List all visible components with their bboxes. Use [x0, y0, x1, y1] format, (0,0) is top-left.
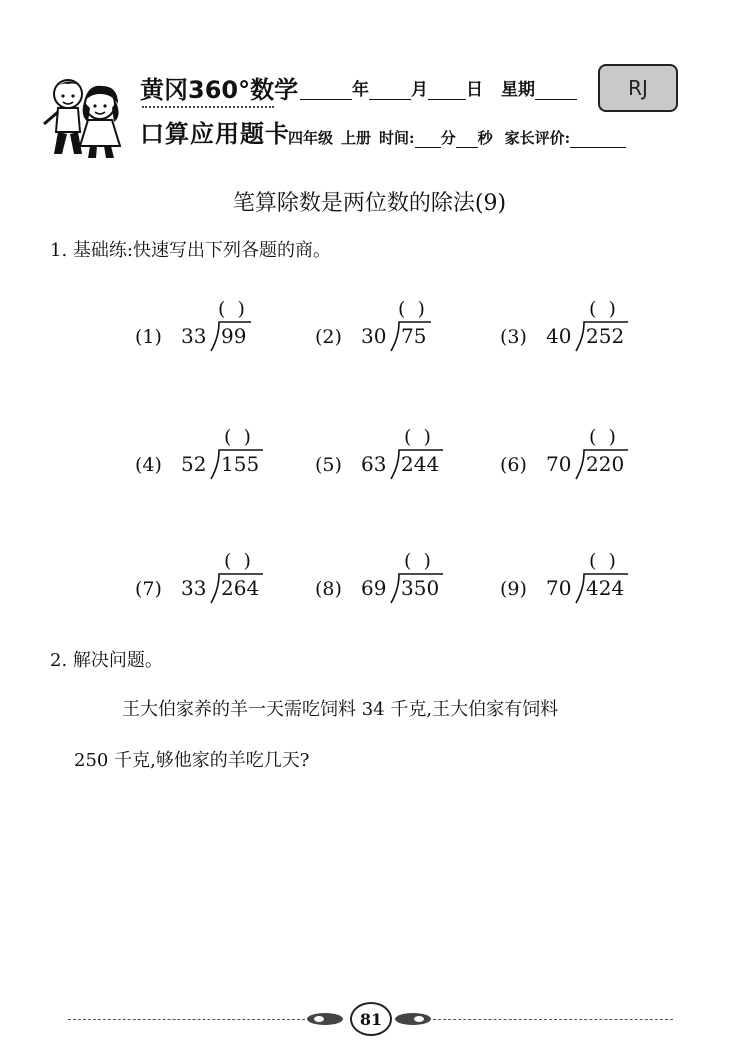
problem-label: (8)	[315, 578, 342, 600]
year-blank[interactable]	[300, 81, 352, 100]
second-label: 秒	[477, 129, 493, 147]
second-blank[interactable]	[456, 129, 478, 148]
term-label: 上册	[341, 129, 372, 147]
divisor: 63	[361, 452, 387, 476]
dividend: 264	[221, 576, 260, 600]
quotient-blank[interactable]: ( )	[404, 550, 431, 572]
minute-blank[interactable]	[415, 129, 441, 148]
brand-title: 黄冈360°数学	[140, 76, 299, 104]
day-blank[interactable]	[428, 81, 466, 100]
problem-label: (2)	[315, 326, 342, 348]
section2-heading: 2. 解决问题。	[50, 650, 163, 671]
quotient-blank[interactable]: ( )	[404, 426, 431, 448]
meta-row	[288, 127, 626, 148]
quotient-blank[interactable]: ( )	[398, 298, 425, 320]
quotient-blank[interactable]: ( )	[224, 426, 251, 448]
divisor: 33	[181, 324, 207, 348]
divisor: 69	[361, 576, 387, 600]
division-problem	[315, 426, 490, 496]
divisor: 52	[181, 452, 207, 476]
brand-divider	[142, 106, 274, 108]
month-blank[interactable]	[369, 81, 411, 100]
division-problem	[315, 298, 490, 368]
month-label: 月	[411, 80, 428, 100]
day-label: 日	[466, 80, 483, 100]
date-row	[300, 75, 577, 100]
quotient-blank[interactable]: ( )	[589, 298, 616, 320]
cartoon-kids-illustration	[40, 72, 130, 162]
problem-label: (7)	[135, 578, 162, 600]
divisor: 30	[361, 324, 387, 348]
year-label: 年	[352, 80, 369, 100]
weekday-label: 星期	[501, 80, 535, 100]
dividend: 424	[586, 576, 625, 600]
divisor: 40	[546, 324, 572, 348]
problem-label: (3)	[500, 326, 527, 348]
word-problem-line1: 王大伯家养的羊一天需吃饲料 34 千克,王大伯家有饲料	[122, 699, 559, 720]
quotient-blank[interactable]: ( )	[589, 426, 616, 448]
parent-eval-label: 家长评价:	[504, 129, 571, 147]
dividend: 220	[586, 452, 625, 476]
quotient-blank[interactable]: ( )	[218, 298, 245, 320]
parent-eval-blank[interactable]	[570, 129, 626, 148]
division-problem	[500, 298, 675, 368]
quotient-blank[interactable]: ( )	[589, 550, 616, 572]
division-problem	[500, 550, 675, 620]
page-number-badge	[305, 1000, 433, 1036]
divisor: 70	[546, 452, 572, 476]
dividend: 252	[586, 324, 625, 348]
division-problem	[135, 550, 310, 620]
problem-label: (6)	[500, 454, 527, 476]
minute-label: 分	[440, 129, 456, 147]
page-number: 81	[350, 1002, 392, 1036]
problem-label: (5)	[315, 454, 342, 476]
quotient-blank[interactable]: ( )	[224, 550, 251, 572]
grade-label: 四年级	[288, 129, 334, 147]
division-problem	[135, 426, 310, 496]
division-problem	[315, 550, 490, 620]
dividend: 99	[221, 324, 247, 348]
dividend: 244	[401, 452, 440, 476]
dividend: 350	[401, 576, 440, 600]
problem-label: (4)	[135, 454, 162, 476]
footer-divider-left	[68, 1019, 305, 1020]
dividend: 155	[221, 452, 260, 476]
brand-subtitle: 口算应用题卡	[140, 120, 290, 148]
time-label: 时间:	[379, 129, 415, 147]
page-title: 笔算除数是两位数的除法(9)	[232, 191, 507, 216]
dividend: 75	[401, 324, 427, 348]
section1-heading: 1. 基础练:快速写出下列各题的商。	[50, 240, 331, 261]
division-problem	[500, 426, 675, 496]
problem-label: (9)	[500, 578, 527, 600]
divisor: 33	[181, 576, 207, 600]
word-problem-line2: 250 千克,够他家的羊吃几天?	[74, 750, 310, 771]
divisor: 70	[546, 576, 572, 600]
weekday-blank[interactable]	[535, 81, 577, 100]
problem-label: (1)	[135, 326, 162, 348]
edition-badge: RJ	[598, 64, 678, 112]
footer-divider-right	[433, 1019, 673, 1020]
division-problem	[135, 298, 310, 368]
